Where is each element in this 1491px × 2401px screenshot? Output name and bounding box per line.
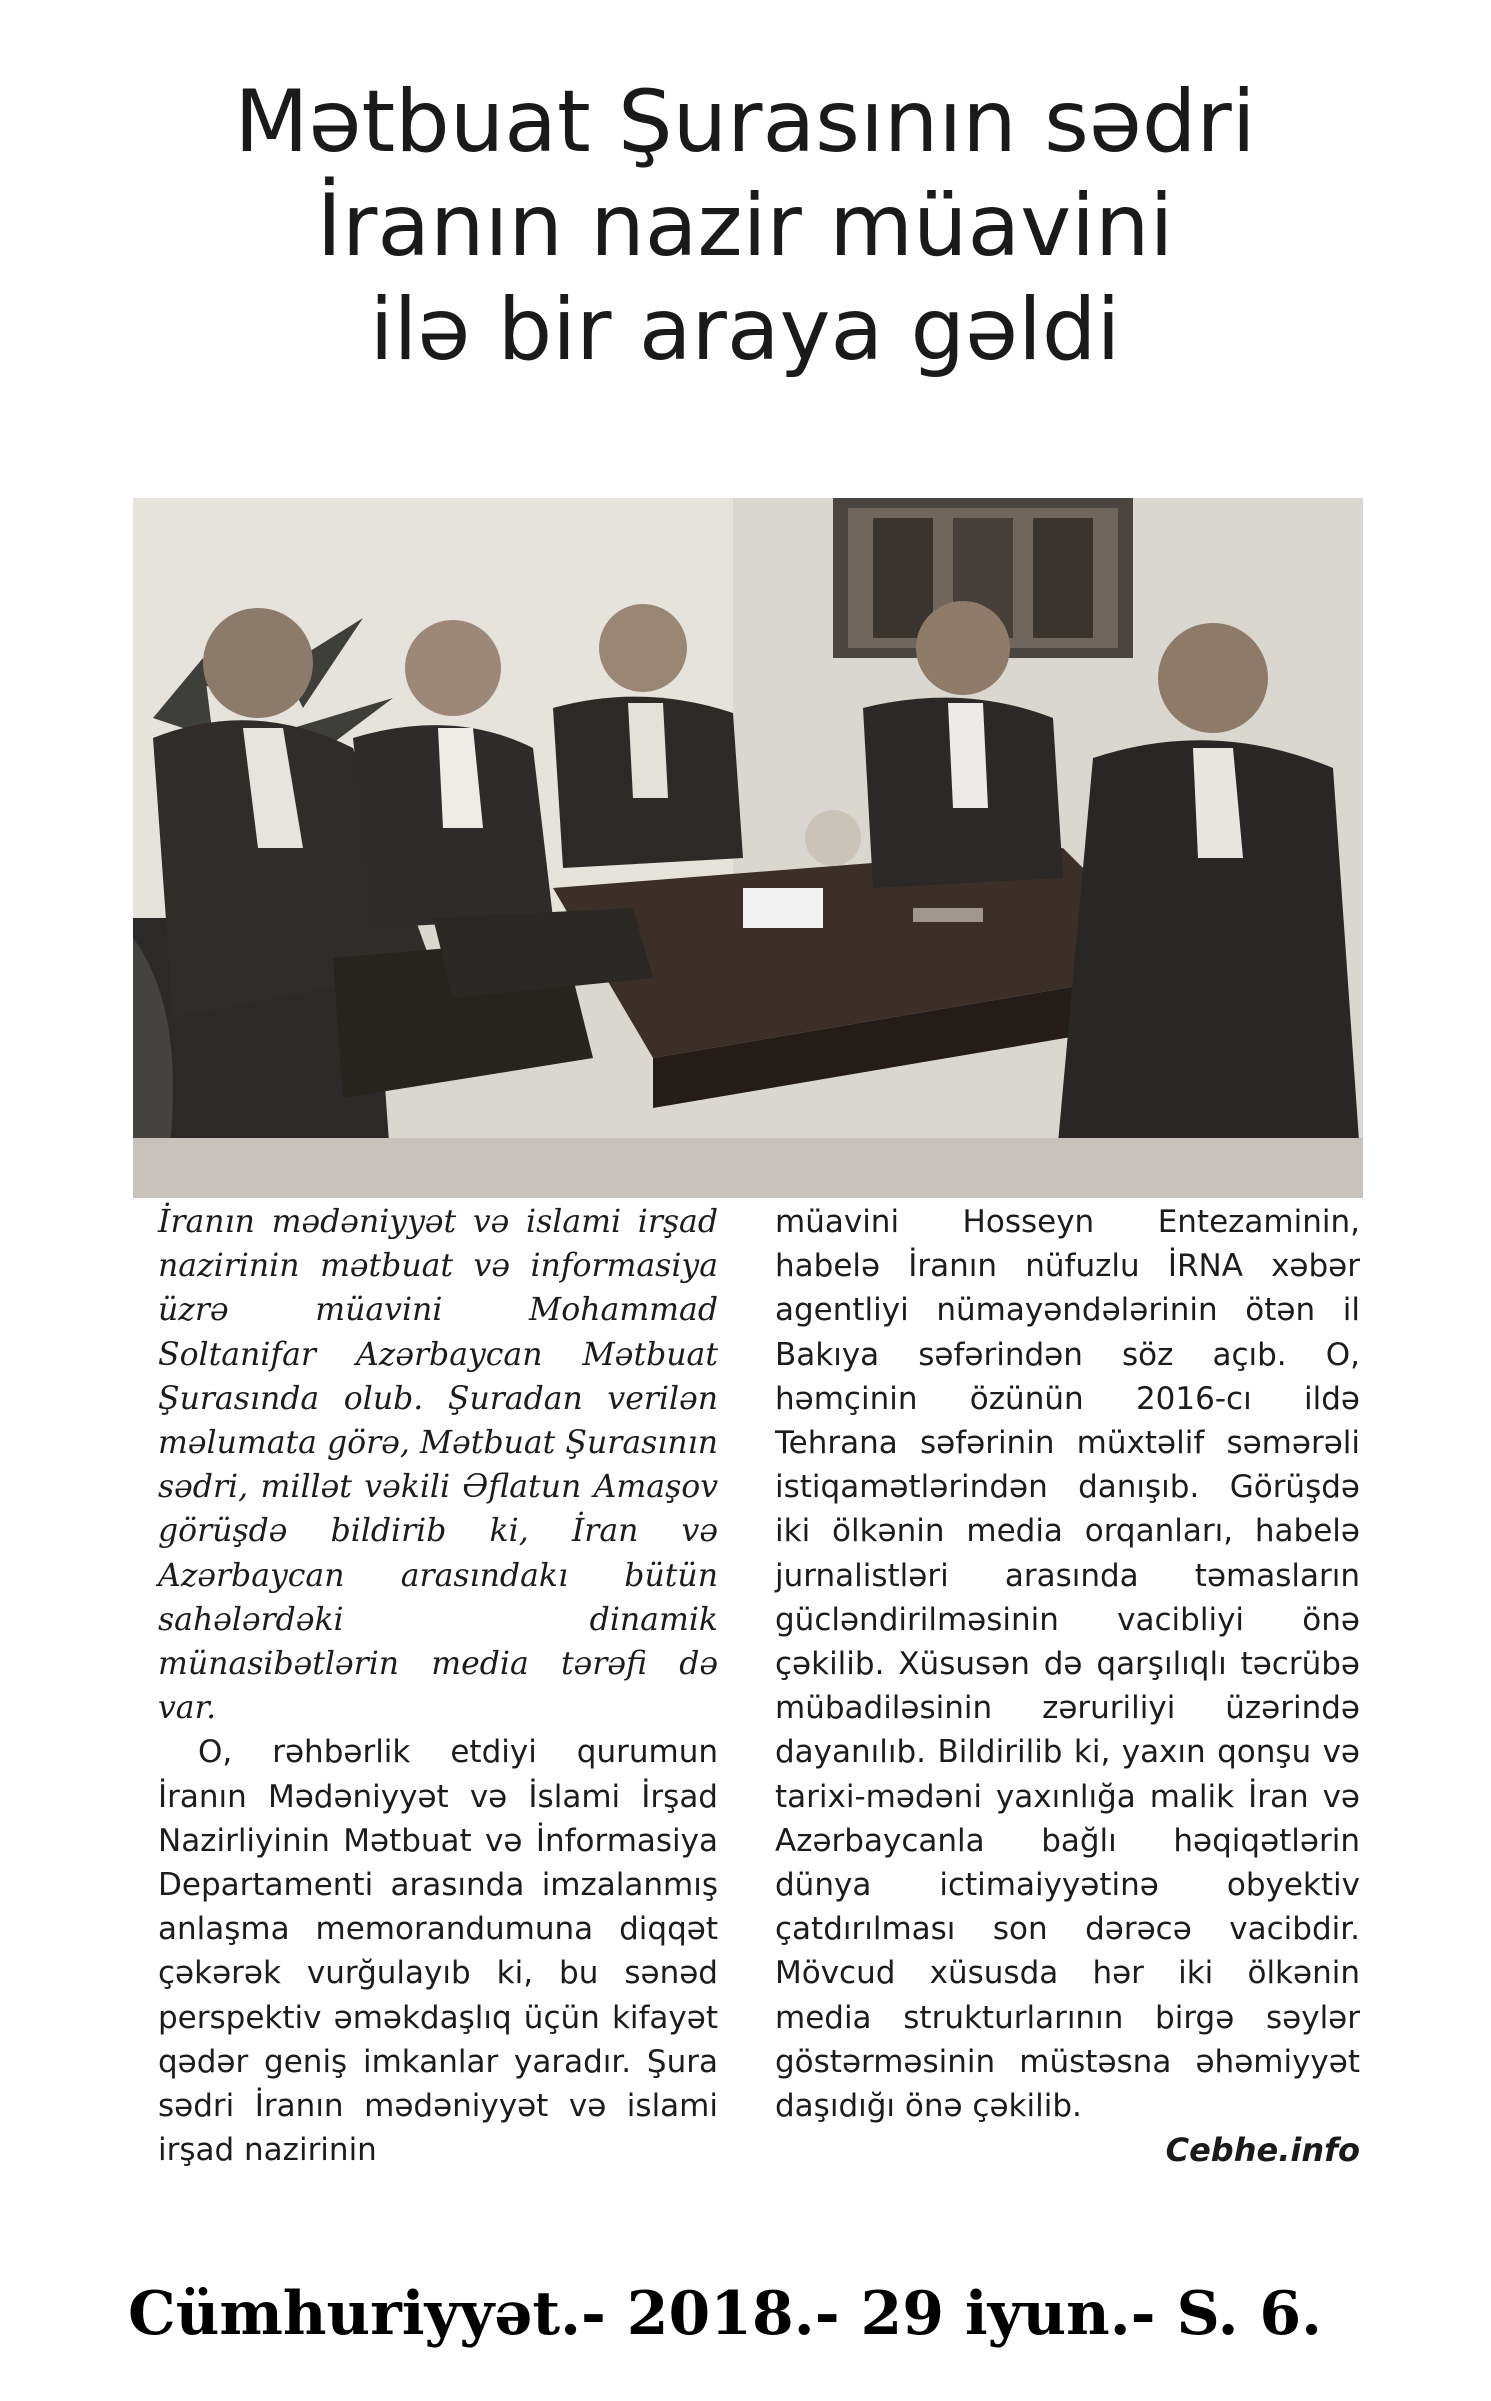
article-column-left [158, 1200, 718, 2172]
article-lead: İranın mədəniyyət və islami irşad nazirinin mətbuat və informasiya üzrə müavini Mohammad Soltanifar Azərbaycan Mətbuat Şurasında olub. Şuradan verilən məlumata görə, Mətbuat Şurasının sədri, millət vəkili Əflatun Amaşov görüşdə bildirib ki, İran və Azərbaycan arasındakı bütün sahələrdəki dinamik münasibətlərin media tərəfi də var. [158, 1204, 718, 1727]
article-paragraph: O, rəhbərlik etdiyi qurumun İranın Mədəniyyət və İslami İrşad Nazirliyinin Mətbuat və İnformasiya Departamenti arasında imzalanmış anlaşma memorandumuna diqqət çəkərək vurğulayıb ki, bu sənəd perspektiv əməkdaşlıq üçün kifayət qədər geniş imkanlar yaradır. Şura sədri İranın mədəniyyət və islami irşad nazirinin [158, 1734, 718, 2169]
article-headline [80, 70, 1410, 382]
headline-line: ilə bir araya gəldi [369, 280, 1121, 380]
headline-line: İranın nazir müavini [316, 176, 1174, 276]
publication-citation: Cümhuriyyət.- 2018.- 29 iyun.- S. 6. [128, 2279, 1323, 2349]
article-column-right [775, 1200, 1360, 2172]
meeting-photo-illustration [133, 498, 1363, 1198]
article-photo [133, 498, 1363, 1198]
article-paragraph: müavini Hosseyn Entezaminin, habelə İranın nüfuzlu İRNA xəbər agentliyi nümayəndələrinin ötən il Bakıya səfərindən söz açıb. O, həmçinin özünün 2016-cı ildə Tehrana səfərinin müxtəlif səmərəli istiqamətlərindən danışıb. Görüşdə iki ölkənin media orqanları, habelə jurnalistləri arasında təmasların gücləndirilməsinin vacibliyi önə çəkilib. Xüsusən də qarşılıqlı təcrübə mübadiləsinin zəruriliyi üzərində dayanılıb. Bildirilib ki, yaxın qonşu və tarixi-mədəni yaxınlığa malik İran və Azərbaycanla bağlı həqiqətlərin dünya ictimaiyyətinə obyektiv çatdırılması son dərəcə vacibdir. Mövcud xüsusda hər iki ölkənin media strukturlarının birgə səylər göstərməsinin müstəsna əhəmiyyət daşıdığı önə çəkilib. [775, 1204, 1360, 2125]
headline-line: Mətbuat Şurasının sədri [234, 72, 1256, 172]
article-source: Cebhe.info [1165, 2131, 1360, 2170]
